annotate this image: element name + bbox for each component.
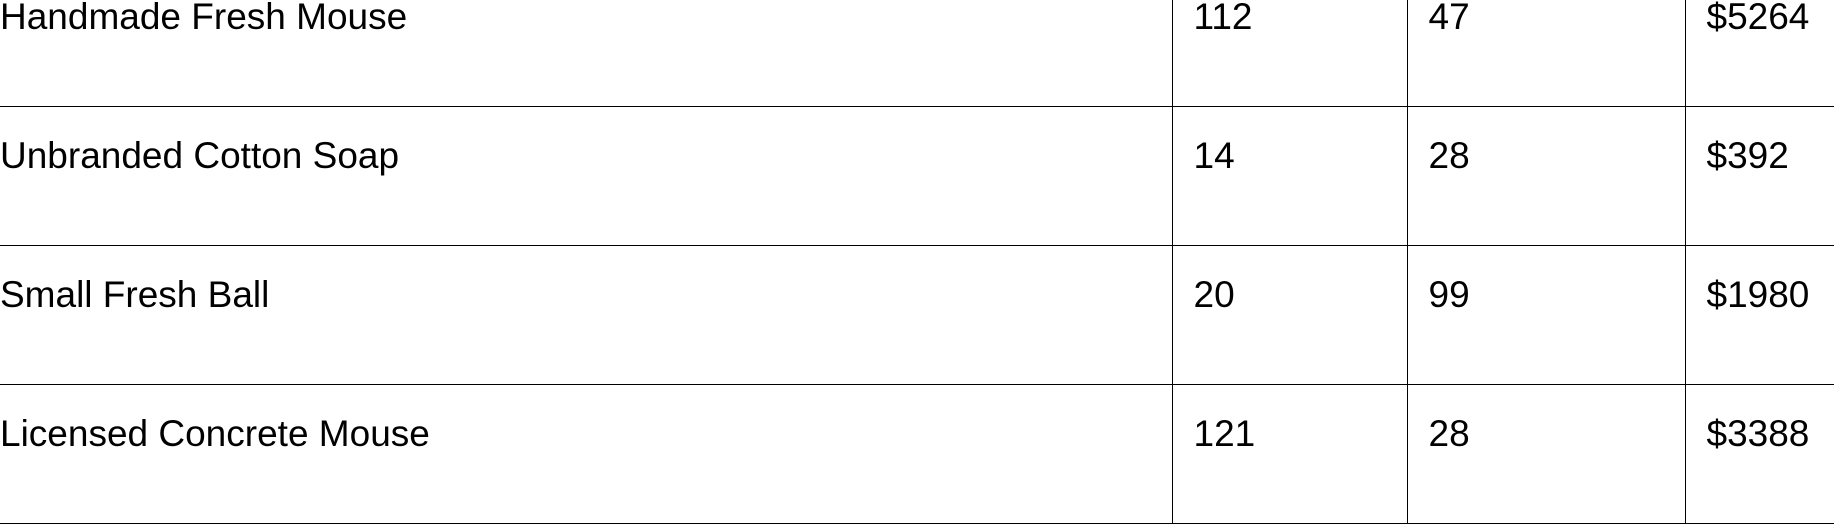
total-cell (1685, 246, 1834, 385)
product-name: Small Fresh Ball (0, 246, 1172, 313)
total-value: $1980 (1686, 246, 1834, 313)
unit-price-value: 47 (1408, 0, 1685, 35)
table-row (0, 0, 1834, 107)
quantity-value: 121 (1173, 385, 1407, 452)
product-name-cell (0, 0, 1172, 107)
quantity-cell (1172, 107, 1407, 246)
table-row (0, 107, 1834, 246)
total-cell (1685, 385, 1834, 524)
total-value: $3388 (1686, 385, 1834, 452)
quantity-cell (1172, 246, 1407, 385)
quantity-value: 112 (1173, 0, 1407, 35)
total-cell (1685, 0, 1834, 107)
product-name: Handmade Fresh Mouse (0, 0, 1172, 35)
product-name-cell (0, 385, 1172, 524)
product-name: Licensed Concrete Mouse (0, 385, 1172, 452)
unit-price-cell (1407, 246, 1685, 385)
unit-price-value: 28 (1408, 107, 1685, 174)
total-value: $5264 (1686, 0, 1834, 35)
quantity-value: 14 (1173, 107, 1407, 174)
total-cell (1685, 107, 1834, 246)
product-name: Unbranded Cotton Soap (0, 107, 1172, 174)
unit-price-value: 28 (1408, 385, 1685, 452)
quantity-cell (1172, 0, 1407, 107)
product-name-cell (0, 107, 1172, 246)
unit-price-value: 99 (1408, 246, 1685, 313)
unit-price-cell (1407, 0, 1685, 107)
table-row (0, 385, 1834, 524)
total-value: $392 (1686, 107, 1834, 174)
unit-price-cell (1407, 385, 1685, 524)
product-name-cell (0, 246, 1172, 385)
table-row (0, 246, 1834, 385)
quantity-cell (1172, 385, 1407, 524)
unit-price-cell (1407, 107, 1685, 246)
quantity-value: 20 (1173, 246, 1407, 313)
